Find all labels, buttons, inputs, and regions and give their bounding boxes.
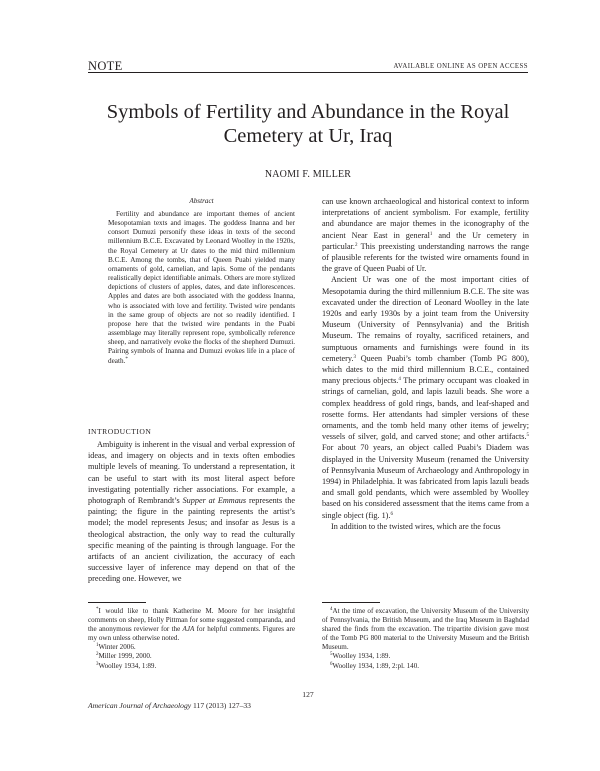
journal-name: American Journal of Archaeology (88, 701, 192, 710)
journal-volume: 117 (2013) 127–33 (191, 701, 251, 710)
author-name: NAOMI F. MILLER (264, 169, 352, 180)
body-text: Queen Puabi’s tomb chamber (Tomb PG 800), which dates to the mid third millennium B.C.E., contained many precious objects. (322, 353, 529, 386)
abstract-heading: Abstract (189, 197, 214, 205)
intro-text-2: represents the painting; the figure in the painting represents the artist’s model; the model represents Jesus; and insofar as Jesus is a theological abstraction, the only way to read the culturally specific meaning of the painting is through language. For the artifacts of an ancient civilization, the accuracy of each successive layer of inference may depend on that of the preceding one. However, we (88, 496, 296, 584)
body-text: This preexisting understanding narrows the range of plausible referents for the twisted wire ornaments found in the grave of Queen Puabi of Ur. (322, 241, 529, 274)
footnote-num: 2 (96, 652, 99, 658)
footnote-num: 6 (330, 661, 333, 667)
footnote-text: Miller 1999, 2000. (98, 652, 152, 661)
footnote-ref: 3 (353, 354, 357, 360)
body-text: can use known archaeological and historical context to inform interpretations of ancient symbolism. For example, fertility and abundance are major themes in the iconography of the ancient Near East in general (322, 197, 529, 240)
footnote-num: 4 (330, 607, 333, 612)
footnotes-right (322, 607, 529, 671)
body-text: and the Ur cemetery in particular. (322, 230, 529, 251)
introduction-body (88, 439, 295, 585)
journal-citation (88, 701, 251, 710)
page-number: 127 (302, 690, 314, 699)
body-text: In addition to the twisted wires, which are the focus (331, 521, 501, 531)
intro-text-1: Ambiguity is inherent in the visual and verbal expression of ideas, and imagery on objects and in texts often embodies multiple levels of meaning. To understand a representation, it can be useful to start with its most literal aspect before investigating potentially richer associations. For example, a photograph of Rembrandt’s (88, 440, 295, 506)
footnote-text: for helpful comments. Figures are my own unless otherwise noted. (88, 625, 295, 643)
footnote-ref: 6 (390, 511, 393, 517)
abstract-body (108, 210, 295, 366)
right-column-body (322, 196, 529, 532)
painting-title: Supper at Emmaus (182, 496, 247, 506)
footnote-text: Woolley 1934, 1:89, 2:pl. 140. (332, 661, 420, 670)
footnote-text: Winter 2006. (98, 643, 136, 652)
footnote-num: * (96, 607, 99, 612)
article-title: Symbols of Fertility and Abundance in the Royal Cemetery at Ur, Iraq (106, 101, 510, 147)
footnote-text: Woolley 1934, 1:89. (98, 661, 157, 670)
footnote-text: I would like to thank Katherine M. Moore for her insightful comments on sheep, Holly Pittman for some suggested comparanda, and the anonymous reviewer for the (88, 607, 295, 634)
abstract-text: Fertility and abundance are important themes of ancient Mesopotamian texts and images. The goddess Inanna and her consort Dumuzi personify these ideas in texts of the second millennium B.C.E. Excavated by Leonard Woolley in the 1920s, the Royal Cemetery at Ur dates to the mid third millennium B.C.E. Among the tombs, that of Queen Puabi yielded many ornaments of gold, carnelian, and lapis. Some of the pendants realistically depict identifiable animals. Others are more stylized depictions of clusters of apples, dates, and date inflorescences. Apples and dates are both associated with the goddess Inanna, who is associated with love and fertility. Twisted wire pendants in the same group of objects are not so readily identified. I propose here that the twisted wire pendants in the Puabi assemblage may literally represent rope, symbolically reference sheep, and narratively evoke the flocks of the shepherd Dumuzi. Pairing symbols of Inanna and Dumuzi evokes life in a place of death. (108, 210, 295, 365)
footnote-text: Woolley 1934, 1:89. (332, 652, 391, 661)
footnote-rule (88, 602, 146, 603)
body-text: The primary occupant was cloaked in strings of carnelian, gold, and lapis lazuli beads. She wore a complex headdress of gold rings, bands, and leaf-shaped and rosette forms. Her attendants had simpler versions of these ornaments, and the tomb held many other items of jewelry; vessels of silver, gold, and carved stone; and other artifacts. (322, 376, 529, 442)
open-access-label: AVAILABLE ONLINE AS OPEN ACCESS (393, 63, 528, 70)
introduction-heading: INTRODUCTION (88, 427, 152, 436)
footnote-num: 3 (96, 661, 99, 667)
footnote-ref: 1 (429, 231, 433, 237)
body-text: For about 70 years, an object called Puabi’s Diadem was displayed in the University Museum (renamed the University of Pennsylvania Museum of Archaeology and Anthropology in 1994) in Philadelphia. It was fabricated from lapis lazuli beads and small gold pendants, which were assembled by Woolley based on his considered assessment that the items came from a single object (fig. 1). (322, 443, 529, 520)
footnote-ref: 2 (354, 242, 358, 248)
footnotes-left (88, 607, 295, 671)
footnote-num: 5 (330, 652, 333, 658)
footnote-rule (322, 602, 380, 603)
footnote-ref: 4 (398, 377, 401, 383)
body-text: Ancient Ur was one of the most important cities of Mesopotamia during the third millennium B.C.E. The site was excavated under the direction of Leonard Woolley in the late 1920s and early 1930s by a joint team from the University Museum (University of Pennsylvania) and the British Museum. The remains of royalty, sacrificed retainers, and sumptuous ornaments and furnishings were found in its cemetery. (322, 275, 529, 363)
footnote-mark: * (125, 356, 128, 362)
journal-abbrev: AJA (182, 625, 195, 634)
header-rule (88, 72, 528, 73)
section-label: NOTE (88, 59, 123, 73)
footnote-text: At the time of excavation, the University Museum of the University of Pennsylvania, the British Museum, and the Iraq Museum in Baghdad shared the finds from the excavation. The tripartite division gave most of the Tomb PG 800 material to the University Museum and the British Museum. (322, 607, 529, 652)
footnote-ref: 5 (526, 433, 529, 439)
footnote-num: 1 (96, 643, 99, 649)
